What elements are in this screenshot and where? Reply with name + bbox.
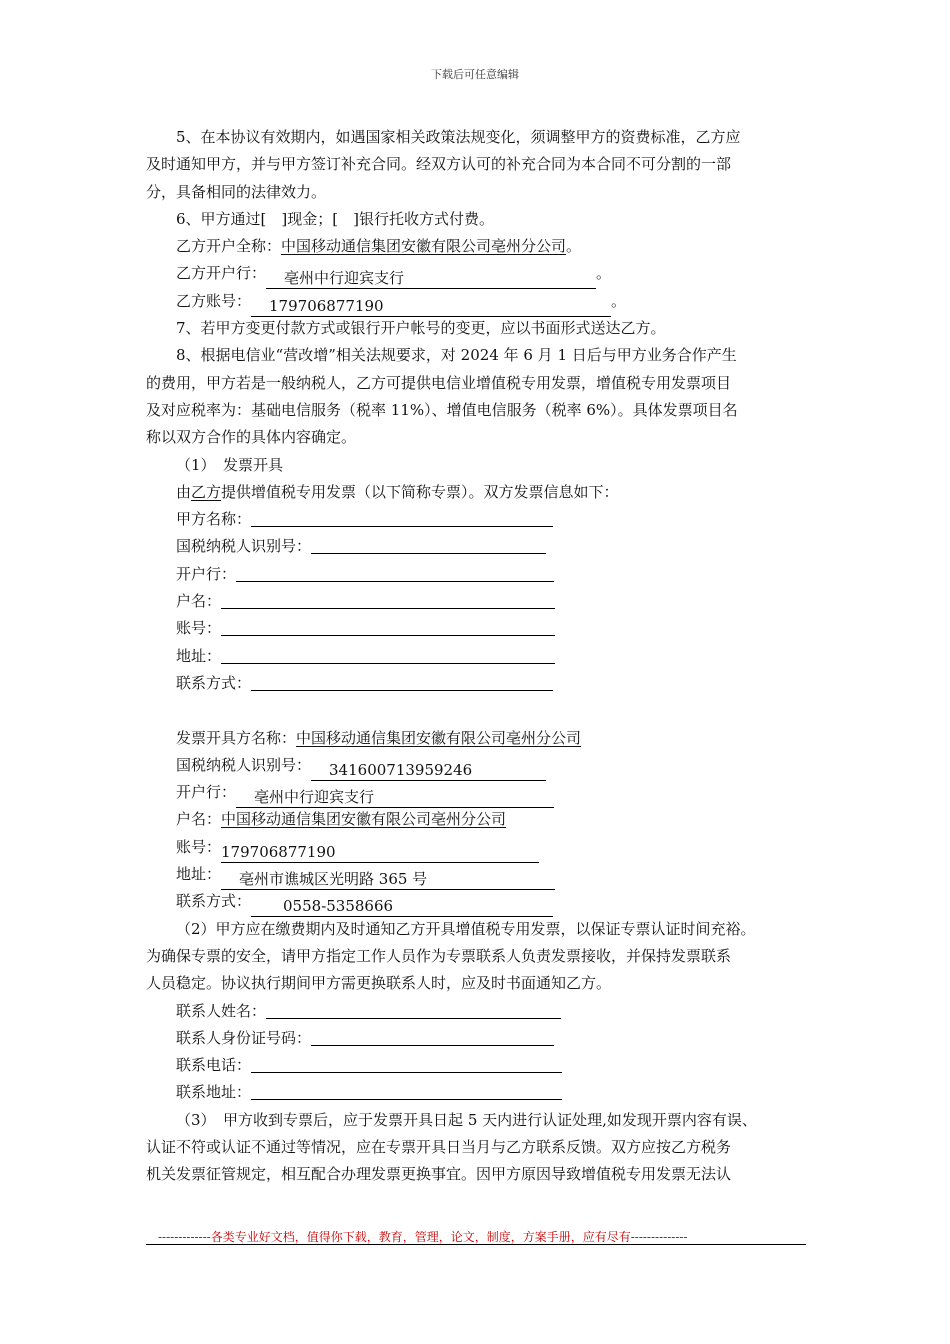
field-label: 联系人姓名： [176,1001,267,1020]
party-a-bank-field [146,561,810,588]
issuer-account-row [146,834,810,861]
footer-divider [146,1244,806,1245]
party-b-account-number-label: 乙方账号： [176,291,252,310]
issuer-row [146,725,810,752]
issuer-value: 中国移动通信集团安徽有限公司亳州分公司 [296,728,582,747]
issuer-bank-row [146,779,810,806]
field-label: 联系电话： [176,1056,252,1075]
party-b-account-number-value: 179706877190 [251,296,611,317]
blank-line [251,1055,562,1073]
document-body [146,124,810,1189]
invoice-intro-party: 乙方 [191,482,222,501]
party-a-address-field [146,643,810,670]
issuer-label: 发票开具方名称： [176,728,297,747]
party-b-bank-row [146,260,810,287]
blank-line [221,618,555,636]
blank-line [251,509,553,527]
invoice-heading: （1） 发票开具 [176,455,284,474]
issuer-account-value: 179706877190 [221,842,539,863]
clause-8-line-4: 称以双方合作的具体内容确定。 [146,428,357,447]
blank-line [221,591,555,609]
issuer-holder-label: 户名： [176,810,222,829]
party-b-bank-value: 亳州中行迎宾支行 [266,268,596,289]
party-b-bank-label: 乙方开户行： [176,264,267,283]
issuer-phone-row [146,888,810,915]
issuer-bank-label: 开户行： [176,783,237,802]
clause-7: 7、若甲方变更付款方式或银行开户帐号的变更，应以书面形式送达乙方。 [176,319,666,338]
clause-8-line-2: 的费用，甲方若是一般纳税人，乙方可提供电信业增值税专用发票，增值税专用发票项目 [146,373,732,392]
field-label: 甲方名称： [176,510,252,529]
party-b-account-name-value: 中国移动通信集团安徽有限公司亳州分公司 [281,237,567,256]
field-label: 户名： [176,592,222,611]
party-a-taxid-field [146,533,810,560]
party-a-account-field [146,615,810,642]
party-a-name-field [146,506,810,533]
verification-line-3: 机关发票征管规定，相互配合办理发票更换事宜。因甲方原因导致增值税专用发票无法认 [146,1165,732,1184]
issuer-address-label: 地址： [176,865,222,884]
contact-name-field [146,998,810,1025]
blank-line [251,1082,562,1100]
blank-line [311,536,546,554]
blank-line [266,1001,561,1019]
clause-5-line-1: 5、在本协议有效期内，如遇国家相关政策法规变化，须调整甲方的资费标准，乙方应 [176,128,741,146]
end-mark: 。 [596,264,612,283]
issuer-address-row [146,861,810,888]
invoice-intro-prefix: 由 [176,482,192,501]
blank-line [311,1028,554,1046]
blank-line [251,673,553,691]
issuer-account-label: 账号： [176,837,222,856]
field-label: 开户行： [176,564,237,583]
issuer-taxid-label: 国税纳税人识别号： [176,755,312,774]
clause-8-line-1: 8、根据电信业“营改增”相关法规要求，对 2024 年 6 月 1 日后与甲方业务合作产生 [176,346,737,365]
verification-line-2: 认证不符或认证不通过等情况，应在专票开具日当月与乙方联系反馈。双方应按乙方税务 [146,1137,732,1156]
invoice-intro-suffix: 提供增值税专用发票（以下简称专票）。双方发票信息如下： [221,482,619,501]
field-label: 联系人身份证号码： [176,1028,312,1047]
blank-line [221,646,555,664]
party-a-contact-field [146,670,810,697]
party-b-account-name-row [146,233,810,260]
clause-5-line-3: 分，具备相同的法律效力。 [146,182,327,201]
blank-line [236,564,554,582]
footer-banner: -------------各类专业好文档，值得你下载，教育，管理，论文，制度，方案手册，应有尽有-------------- [158,1230,688,1244]
notice-line-2: 为确保专票的安全，请甲方指定工作人员作为专票联系人负责发票接收，并保持发票联系 [146,946,732,965]
end-mark: 。 [566,237,582,256]
field-label: 联系方式： [176,673,252,692]
party-b-account-number-row [146,288,810,315]
clause-8-line-3: 及对应税率为：基础电信服务（税率 11%）、增值电信服务（税率 6%）。具体发票项目名 [146,400,738,419]
contact-phone-field [146,1052,810,1079]
verification-line-1: （3） 甲方收到专票后，应于发票开具日起 5 天内进行认证处理,如发现开票内容有误、 [176,1110,757,1129]
issuer-phone-label: 联系方式： [176,892,252,911]
issuer-taxid-row [146,752,810,779]
spacer [146,697,810,724]
end-mark: 。 [611,291,627,310]
field-label: 国税纳税人识别号： [176,537,312,556]
field-label: 地址： [176,646,222,665]
issuer-taxid-value: 341600713959246 [311,760,546,781]
field-label: 联系地址： [176,1083,252,1102]
notice-line-1: （2）甲方应在缴费期内及时通知乙方开具增值税专用发票，以保证专票认证时间充裕。 [176,919,756,938]
issuer-holder-row [146,806,810,833]
party-a-holder-field [146,588,810,615]
clause-6-payment-method: 6、甲方通过[ ]现金；[ ]银行托收方式付费。 [176,209,494,228]
party-b-account-name-label: 乙方开户全称： [176,237,282,256]
issuer-phone-value: 0558-5358666 [251,896,553,917]
page-header: 下载后可任意编辑 [431,68,519,81]
field-label: 账号： [176,619,222,638]
notice-line-3: 人员稳定。协议执行期间甲方需更换联系人时，应及时书面通知乙方。 [146,974,612,993]
clause-5-line-2: 及时通知甲方，并与甲方签订补充合同。经双方认可的补充合同为本合同不可分割的一部 [146,155,732,174]
issuer-holder-value: 中国移动通信集团安徽有限公司亳州分公司 [221,810,507,829]
contact-id-field [146,1025,810,1052]
contact-address-field [146,1079,810,1106]
issuer-address-value: 亳州市谯城区光明路 365 号 [221,869,555,890]
invoice-intro [146,479,810,506]
issuer-bank-value: 亳州中行迎宾支行 [236,787,554,808]
